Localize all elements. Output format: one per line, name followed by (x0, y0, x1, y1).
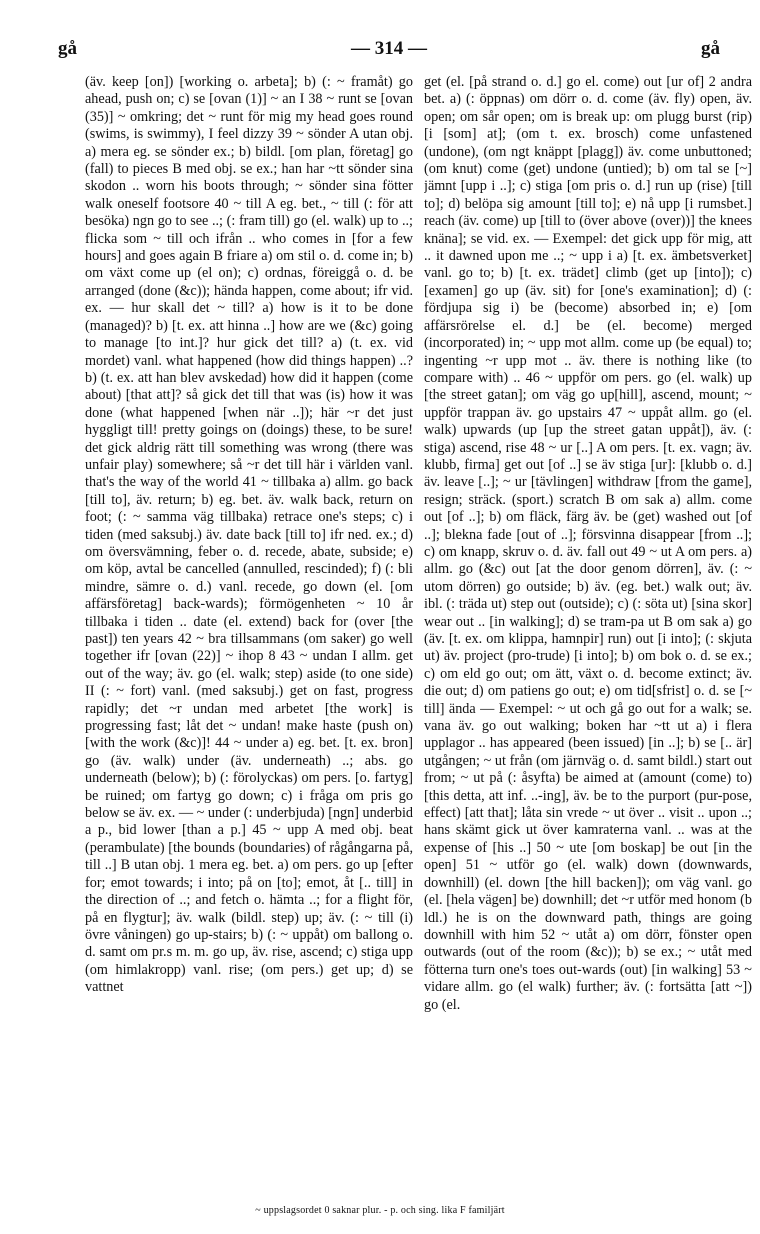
left-column (85, 74, 413, 1192)
abbreviation-key-footer: ~ uppslagsordet 0 saknar plur. - p. och sing. lika F familjärt (255, 1205, 505, 1216)
page-header (58, 38, 720, 64)
right-column-text: get (el. [på strand o. d.] go el. come) out [ur of] 2 andra bet. a) (: öppnas) om dörr o. d. come (äv. fly) open, äv. open; om sår open; om is break up: om plugg burst (rip) [i [som] at]; (om t. ex. brosch) come unfastened (undone), (om ngt knäppt [plagg]) äv. come unbuttoned; (om knut) come (get) undone (untied); b) om tal se [~] jämnt [upp i ..]; c) stiga [om pris o. d.] run up (rise) [till to]; d) belöpa sig amount [till to]; e) nå upp [i rumsbet.] reach (äv. come) up [till to (över above (over))] the knees knäna]; se vid. ex. — Exempel: det gick upp för mig, att .. it dawned upon me ..; ~ upp i a) [t. ex. ämbetsverket] vanl. go to; b) [t. ex. trädet] climb (get up [into]); c) [examen] go up (äv. sit) for [one's examination]; d) (: fördjupa sig i) be (become) absorbed in; e) [om affärsrörelse el. d.] be (el. become) merged (incorporated) in; ~ upp mot allm. come up (be equal) to; ingenting ~r upp mot .. äv. there is nothing like (to compare with) .. 46 ~ uppför om pers. go (el. walk) up [the street gatan]; om väg go up[hill], ascend, mount; ~ uppför trappan äv. go upstairs 47 ~ uppåt allm. go (el. walk) upwards (up [up the street gatan uppåt]), äv. (: stiga) ascend, rise 48 ~ ur [..] A om pers. [t. ex. vagn; äv. klubb, firma] get out [of ..] se äv stiga [ur]: [klubb o. d.] äv. leave [..]; ~ ur [tävlingen] withdraw [from the game], resign; sträck. (sport.) scratch B om sak a) allm. come out [of ..]; b) om fläck, färg äv. be (get) washed out [of ..]; bleknа fade [out of ..]; försvinna disappear [from ..]; c) om knapp, skruv o. d. äv. fall out 49 ~ ut A om pers. a) allm. go (&c) out [at the door genom dörren], äv. (: ~ utom dörren) go outside; b) äv. (eg. bet.) walk out; äv. ibl. (: träda ut) step out (outside); c) (: söta ut) [sina skor] wear out .. [in walking]; d) se tram-pa ut B om sak a) go (äv. [t. ex. om klippa, hamnpir] run) out [i into]; (: skjuta ut) äv. project (pro-trude) [i into]; b) om bok o. d. se ex.; c) om eld go out; om ätt, växt o. d. become extinct; äv. die out; d) om patiens go out; e) om tid[sfrist] o. d. se [~ till] ända — Exempel: ~ ut och gå go out for a walk; se. vana äv. go out walking; boken har ~tt ut a) i flera upplagor .. has appeared (been issued) [in ..]; b) se [.. är] utgången; ~ ut från (om järnväg o. d. samt bildl.) start out from; ~ ut på (: åsyfta) be aimed at (amount (come) to) [this detta, att inf. ..-ing], äv. be to the purport (pur-pose, effect) [att that]; låta sin vrede ~ ut över .. visit .. upon ..; hans skämt gick ut över kamraterna vanl. .. was at the expense of [his ..] 50 ~ ute [om boskap] be out [in the open] 51 ~ utför go (el. walk) down (downwards, downhill) (el. down [the hill backen]); om väg vanl. go (el. [hela vägen] be) downhill; det ~r utför med honom (b ldl.) he is on the downward path, things are going downhill with him 52 ~ utåt a) om dörr, fönster open outwards (out of the room (&c)); b) se ex.; ~ utåt med fötterna turn one's toes out-wards (out) [in walking] 53 ~ vidare allm. go (el walk) further; äv. (: fortsätta [att ~]) go (el. (424, 74, 752, 1013)
header-guide-word-right: gå (701, 38, 720, 59)
right-column (424, 74, 752, 1192)
page-number: — 314 — (351, 38, 427, 59)
left-column-text: (äv. keep [on]) [working o. arbeta]; b) (: ~ framåt) go ahead, push on; c) se [ovan (1)] ~ an I 38 ~ runt se [ovan (35)] ~ omkring; det ~ runt för mig my head goes round (swims, is swimmy), I feel dizzy 39 ~ sönder A utan obj. a) mera eg. se sönder ex.; b) bildl. [om plan, företag] go (fall) to pieces B med obj. se ex.; han har ~tt sönder sina skodon .. worn his boots through; ~ sönder sina fötter walk oneself footsore 40 ~ till A eg. bet., ~ till (: för att besöka) ngn go to see ..; (: fram till) go (el. walk) up to ..; flicka som ~ till och ifrån .. who comes in [for a few hours] and goes again B friare a) om stil o. d. come in; b) om växt come up (el on); c) ordnas, föreiggå o. d. be arranged (done (&c)); hända happen, come about; ifr vid. ex. — hur skall det ~ till? a) how is it to be done (managed)? b) [t. ex. att hinna ..] how are we (&c) going to manage [to int.]? hur gick det till? a) (t. ex. vid mordet) vanl. what happened (how did things happen) ..? b) (t. ex. att han blev avskedad) how did it happen (come about) [that att]? så gick det till that was (is) how it was done (what happened [when när ..]); här ~r det just hyggligt till! pretty goings on (doings) these, to be sure! det gick aldrig rätt till something was wrong (there was unfair play) somewhere; så ~r det till här i världen vanl. that's the way of the world 41 ~ tillbaka a) allm. go back [till to], äv. return; b) eg. bet. äv. walk back, return on foot; (: ~ samma väg tillbaka) retrace one's steps; c) i tiden (med saksubj.) äv. date back [till to] ifr ned. ex.; d) om översvämning, feber o. d. recede, abate, subside; e) om köp, avtal be cancelled (annulled, rescinded); f) (: bli mindre, sämre o. d.) vanl. recede, go down (el. [om affärsföretag] back-wards); förmögenheten ~ 10 år tillbaka i tiden .. date (el. extend) back for (over [the past]) ten years 42 ~ bra tillsammans (om saker) go well together ifr [ovan (22)] ~ ihop 8 43 ~ undan I allm. get out of the way; äv. go (el. walk; step) aside (to one side) II (: ~ fort) vanl. (med saksubj.) get on fast, progress rapidly; det ~r undan med arbetet [the work] is progressing fast; låt det ~ undan! make haste (push on) [with the work (&c)]! 44 ~ under a) eg. bet. [t. ex. bron] go (äv. walk) under (äv. underneath) ..; abs. go underneath (below); b) (: förolyckas) om pers. [o. fartyg] be ruined; om fartyg go down; c) i fråga om pris go below se äv. ex. — ~ under (: underbjuda) [ngn] underbid a p., bid lower [than a p.] 45 ~ upp A med obj. beat (perambulate) [the bounds (boundaries) of rågångarna på, till ..] B utan obj. 1 mera eg. bet. a) om pers. go up [efter for; emot towards; i into; på on [to]; emot, åt [.. till] in the direction of ..; and fetch o. hämta ..; for a flight för, på en flygtur]; äv. walk (bildl. step) up; äv. (: ~ till (i) övre våningen) go up-stairs; b) (: ~ uppåt) om ballong o. d. samt om pr.s m. m. go up, äv. rise, ascend; c) stiga upp (om himlakropp) vanl. rise; (om pers.) get up; d) se vattnet (85, 74, 413, 996)
header-guide-word-left: gå (58, 38, 77, 59)
